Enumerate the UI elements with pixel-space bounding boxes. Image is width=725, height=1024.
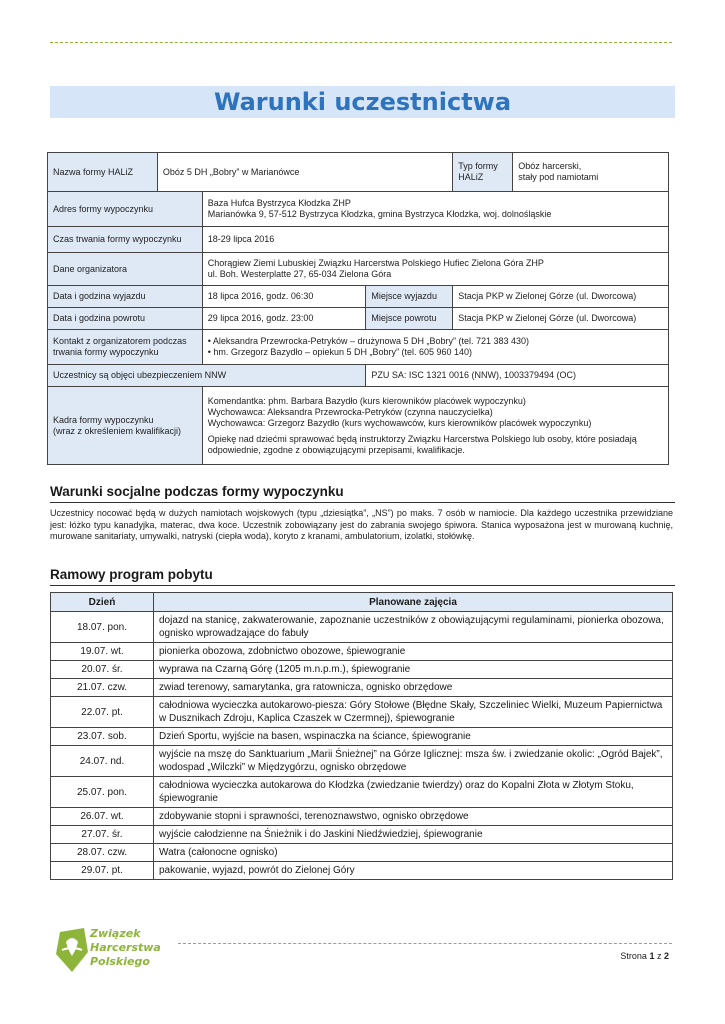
program-day: 29.07. pt.: [51, 862, 154, 880]
info-row-address: [48, 192, 669, 227]
page-prefix: Strona: [620, 951, 647, 961]
program-activity: całodniowa wycieczka autokarowa do Kłodzka (zwiedzanie twierdzy) oraz do Kopalni Złota w Złotym Stoku, śpiewogranie: [154, 777, 673, 808]
program-row: [51, 612, 673, 643]
info-row-insurance: [48, 365, 669, 387]
departure-place-label: Miejsce wyjazdu: [366, 286, 453, 308]
form-type-label: Typ formy HALiZ: [453, 153, 513, 192]
return-value: 29 lipca 2016, godz. 23:00: [202, 308, 366, 330]
program-row: [51, 844, 673, 862]
contact-value: [202, 330, 668, 365]
program-activity: pionierka obozowa, zdobnictwo obozowe, śpiewogranie: [154, 643, 673, 661]
program-day: 24.07. nd.: [51, 746, 154, 777]
logo-text-line-3: Polskiego: [90, 955, 150, 968]
info-row-organizer: [48, 253, 669, 286]
title-banner: [50, 86, 675, 118]
page-number: [620, 951, 669, 961]
insurance-label: Uczestnicy są objęci ubezpieczeniem NNW: [48, 365, 366, 387]
return-place-label: Miejsce powrotu: [366, 308, 453, 330]
duration-value: 18-29 lipca 2016: [202, 227, 668, 253]
info-row-contact: [48, 330, 669, 365]
program-row: [51, 808, 673, 826]
logo-text-line-2: Harcerstwa: [90, 941, 161, 954]
top-dashed-rule: [50, 42, 672, 43]
info-row-duration: [48, 227, 669, 253]
insurance-value: PZU SA: ISC 1321 0016 (NNW), 1003379494 (OC): [366, 365, 669, 387]
program-row: [51, 862, 673, 880]
program-activity: Dzień Sportu, wyjście na basen, wspinaczka na ściance, śpiewogranie: [154, 728, 673, 746]
program-activity: zwiad terenowy, samarytanka, gra ratownicza, ognisko obrzędowe: [154, 679, 673, 697]
program-row: [51, 679, 673, 697]
program-section-title: Ramowy program pobytu: [50, 567, 213, 582]
page-total: 2: [663, 951, 669, 961]
program-activity: dojazd na stanicę, zakwaterowanie, zapoznanie uczestników z obowiązującymi regulaminami, pionierka obozowa, ognisko wprowadzające do fabuły: [154, 612, 673, 643]
program-activity: zdobywanie stopni i sprawności, terenoznawstwo, ognisko obrzędowe: [154, 808, 673, 826]
program-row: [51, 728, 673, 746]
social-section-title: Warunki socjalne podczas formy wypoczynku: [50, 484, 344, 499]
camp-info-table: [47, 152, 669, 465]
program-day: 22.07. pt.: [51, 697, 154, 728]
program-table: [50, 592, 673, 880]
form-type-line-1: Obóz harcerski,: [518, 161, 582, 171]
program-row: [51, 661, 673, 679]
social-section-rule: [50, 502, 675, 503]
lily-emblem-icon: [56, 928, 88, 972]
page-title: Warunki uczestnictwa: [213, 88, 512, 116]
program-day: 28.07. czw.: [51, 844, 154, 862]
organizer-label: Dane organizatora: [48, 253, 203, 286]
program-row: [51, 746, 673, 777]
info-row-form-name: [48, 153, 669, 192]
form-name-label: Nazwa formy HALiZ: [48, 153, 158, 192]
address-line-1: Baza Hufca Bystrzyca Kłodzka ZHP: [207, 198, 351, 208]
contact-line-2: • hm. Grzegorz Bazydło – opiekun 5 DH „Bobry” (tel. 605 960 140): [207, 347, 473, 357]
program-header-row: [51, 593, 673, 612]
program-day: 23.07. sob.: [51, 728, 154, 746]
info-row-return: [48, 308, 669, 330]
departure-label: Data i godzina wyjazdu: [48, 286, 203, 308]
program-row: [51, 777, 673, 808]
form-type-value: [513, 153, 669, 192]
program-row: [51, 826, 673, 844]
page-current: 1: [649, 951, 655, 961]
program-col-day: Dzień: [51, 593, 154, 612]
organizer-value: [202, 253, 668, 286]
departure-place-value: Stacja PKP w Zielonej Górze (ul. Dworcowa): [453, 286, 669, 308]
program-day: 27.07. śr.: [51, 826, 154, 844]
program-activity: Watra (całonocne ognisko): [154, 844, 673, 862]
logo-text-line-1: Związek: [90, 927, 141, 940]
program-day: 18.07. pon.: [51, 612, 154, 643]
info-row-staff: [48, 387, 669, 465]
program-activity: wyjście całodzienne na Śnieżnik i do Jaskini Niedźwiedziej, śpiewogranie: [154, 826, 673, 844]
address-line-2: Marianówka 9, 57-512 Bystrzyca Kłodzka, gmina Bystrzyca Kłodzka, woj. dolnośląskie: [207, 209, 552, 219]
program-day: 26.07. wt.: [51, 808, 154, 826]
return-label: Data i godzina powrotu: [48, 308, 203, 330]
organizer-line-2: ul. Boh. Westerplatte 27, 65-034 Zielona Góra: [207, 269, 392, 279]
form-type-line-2: stały pod namiotami: [518, 172, 599, 182]
program-row: [51, 643, 673, 661]
program-activity: całodniowa wycieczka autokarowo-piesza: Góry Stołowe (Błędne Skały, Szczeliniec Wielki, Muzeum Papiernictwa w Dusznikach Zdroju, Kaplica Czaszek w Czermnej), śpiewogranie: [154, 697, 673, 728]
staff-value: [202, 387, 668, 465]
staff-label-line-2: (wraz z określeniem kwalifikacji): [53, 425, 182, 436]
organizer-line-1: Chorągiew Ziemi Lubuskiej Związku Harcerstwa Polskiego Hufiec Zielona Góra ZHP: [207, 258, 544, 268]
bottom-dashed-rule: [178, 943, 672, 944]
departure-value: 18 lipca 2016, godz. 06:30: [202, 286, 366, 308]
contact-line-1: • Aleksandra Przewrocka-Petryków – drużynowa 5 DH „Bobry” (tel. 721 383 430): [207, 336, 530, 346]
return-place-value: Stacja PKP w Zielonej Górze (ul. Dworcowa): [453, 308, 669, 330]
program-activity: wyjście na mszę do Sanktuarium „Marii Śnieżnej” na Górze Iglicznej: msza św. i zwiedzanie okolic: „Ogród Bajek”, wodospad „Wilczki” w Międzygórzu, ognisko obrzędowe: [154, 746, 673, 777]
program-day: 25.07. pon.: [51, 777, 154, 808]
staff-line-2: Wychowawca: Aleksandra Przewrocka-Petryków (czynna nauczycielka): [207, 406, 493, 417]
staff-label: [48, 387, 203, 465]
duration-label: Czas trwania formy wypoczynku: [48, 227, 203, 253]
social-conditions-text: Uczestnicy nocować będą w dużych namiotach wojskowych (typu „dziesiątka”, „NS”) po maks. 7 osób w namiocie. Dla każdego uczestnika przewidziane jest: łóżko typu kanadyjka, materac, dwa koce. Uczestnik zobowiązany jest do zabrania swojego śpiwora. Stanica wyposażona jest w murowaną kuchnię, murowane sanitariaty, umywalki, natryski (ciepła woda), koryto z kranami, ambulatorium, izolatki, stołówkę.: [50, 508, 673, 541]
staff-line-3: Wychowawca: Grzegorz Bazydło (kurs wychowawców, kurs kierowników placówek wypoczynku): [207, 417, 592, 428]
address-value: [202, 192, 668, 227]
program-activity: wyprawa na Czarną Górę (1205 m.n.p.m.), śpiewogranie: [154, 661, 673, 679]
staff-line-1: Komendantka: phm. Barbara Bazydło (kurs kierowników placówek wypoczynku): [207, 395, 526, 406]
program-body: [51, 612, 673, 880]
program-row: [51, 697, 673, 728]
info-row-departure: [48, 286, 669, 308]
program-activity: pakowanie, wyjazd, powrót do Zielonej Góry: [154, 862, 673, 880]
form-name-value: Obóz 5 DH „Bobry” w Marianówce: [157, 153, 452, 192]
staff-label-line-1: Kadra formy wypoczynku: [53, 414, 154, 425]
program-day: 21.07. czw.: [51, 679, 154, 697]
program-section-rule: [50, 585, 675, 586]
contact-label: Kontakt z organizatorem podczas trwania formy wypoczynku: [48, 330, 203, 365]
program-day: 19.07. wt.: [51, 643, 154, 661]
zhp-logo: [50, 922, 180, 974]
program-day: 20.07. śr.: [51, 661, 154, 679]
page-of: z: [656, 951, 662, 961]
program-col-activities: Planowane zajęcia: [154, 593, 673, 612]
staff-note: Opiekę nad dziećmi sprawować będą instruktorzy Związku Harcerstwa Polskiego lub osoby, które posiadają odpowiednie, zgodne z obowiązującymi przepisami, kwalifikacje.: [207, 433, 637, 455]
address-label: Adres formy wypoczynku: [48, 192, 203, 227]
